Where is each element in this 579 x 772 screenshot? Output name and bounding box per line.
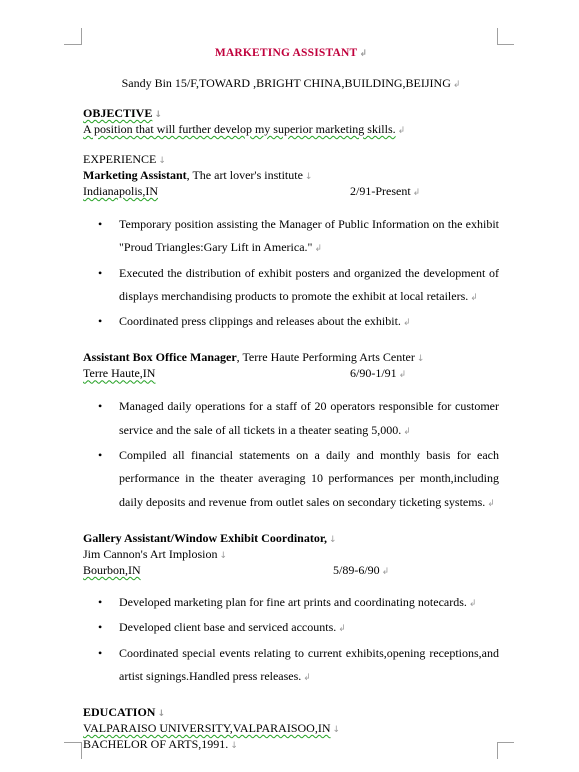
job-title-line: Gallery Assistant/Window Exhibit Coordinator, ↓ bbox=[83, 530, 337, 545]
job-title-line: Marketing Assistant, The art lover's institute ↓ bbox=[83, 168, 313, 182]
top-right-corner-mark bbox=[497, 28, 514, 45]
job-location: Indianapolis,IN bbox=[83, 184, 158, 198]
job-bullets bbox=[83, 591, 499, 690]
job-location: Bourbon,IN bbox=[83, 562, 141, 577]
list-item: • Coordinated special events relating to current exhibits,opening receptions,and artist signings.Handled press releases. ↲ bbox=[83, 642, 499, 691]
job-dates: 2/91-Present ↲ bbox=[350, 184, 421, 198]
job-bullets bbox=[83, 395, 499, 515]
address-line: Sandy Bin 15/F,TOWARD ,BRIGHT CHINA,BUILDING,BEIJING ↲ bbox=[121, 76, 461, 90]
bottom-right-corner-mark bbox=[497, 742, 514, 759]
job-organization: Jim Cannon's Art Implosion ↓ bbox=[83, 546, 228, 561]
experience-section bbox=[83, 151, 499, 690]
objective-section bbox=[83, 105, 499, 137]
education-school: VALPARAISO UNIVERSITY,VALPARAISOO,IN ↓ bbox=[83, 721, 341, 736]
top-left-corner-mark bbox=[64, 28, 82, 45]
job-bullets bbox=[83, 213, 499, 335]
list-item: • Developed marketing plan for fine art prints and coordinating notecards. ↲ bbox=[83, 591, 499, 616]
list-item: • Coordinated press clippings and releases about the exhibit. ↲ bbox=[83, 310, 499, 335]
job-dates: 6/90-1/91 ↲ bbox=[350, 366, 407, 381]
list-item: • Developed client base and serviced accounts. ↲ bbox=[83, 616, 499, 641]
paragraph-mark: ↲ bbox=[452, 80, 461, 90]
list-item: • Compiled all financial statements on a daily and monthly basis for each performance in the theater averaging 10 performances per month,including daily deposits and revenue from outlet sales on secondary ticketing systems. ↲ bbox=[83, 444, 499, 516]
list-item: • Executed the distribution of exhibit posters and organized the development of displays merchandising products to promote the exhibit at local retailers. ↲ bbox=[83, 262, 499, 311]
objective-heading: OBJECTIVE ↓ bbox=[83, 106, 162, 120]
objective-text: A position that will further develop my superior marketing skills. ↲ bbox=[83, 122, 406, 136]
document-page[interactable] bbox=[83, 45, 499, 752]
job-title-line: Assistant Box Office Manager, Terre Haute Performing Arts Center ↓ bbox=[83, 350, 425, 365]
education-heading: EDUCATION ↓ bbox=[83, 705, 165, 720]
list-item: • Managed daily operations for a staff of 20 operators responsible for customer service and the sale of all tickets in a theater seating 5,000. ↲ bbox=[83, 395, 499, 444]
paragraph-mark: ↲ bbox=[359, 49, 368, 59]
experience-heading: EXPERIENCE ↓ bbox=[83, 152, 166, 166]
bottom-left-corner-mark bbox=[64, 742, 82, 759]
job-location-row bbox=[83, 183, 499, 199]
job-location: Terre Haute,IN bbox=[83, 366, 156, 381]
education-degree: BACHELOR OF ARTS,1991. ↓ bbox=[83, 737, 238, 752]
job-location-row bbox=[83, 562, 499, 578]
education-section bbox=[83, 704, 499, 752]
document-title: MARKETING ASSISTANT ↲ bbox=[214, 47, 368, 59]
list-item: • Temporary position assisting the Manager of Public Information on the exhibit "Proud Triangles:Gary Lift in America." ↲ bbox=[83, 213, 499, 262]
job-dates: 5/89-6/90 ↲ bbox=[333, 562, 390, 577]
job-location-row bbox=[83, 365, 499, 381]
